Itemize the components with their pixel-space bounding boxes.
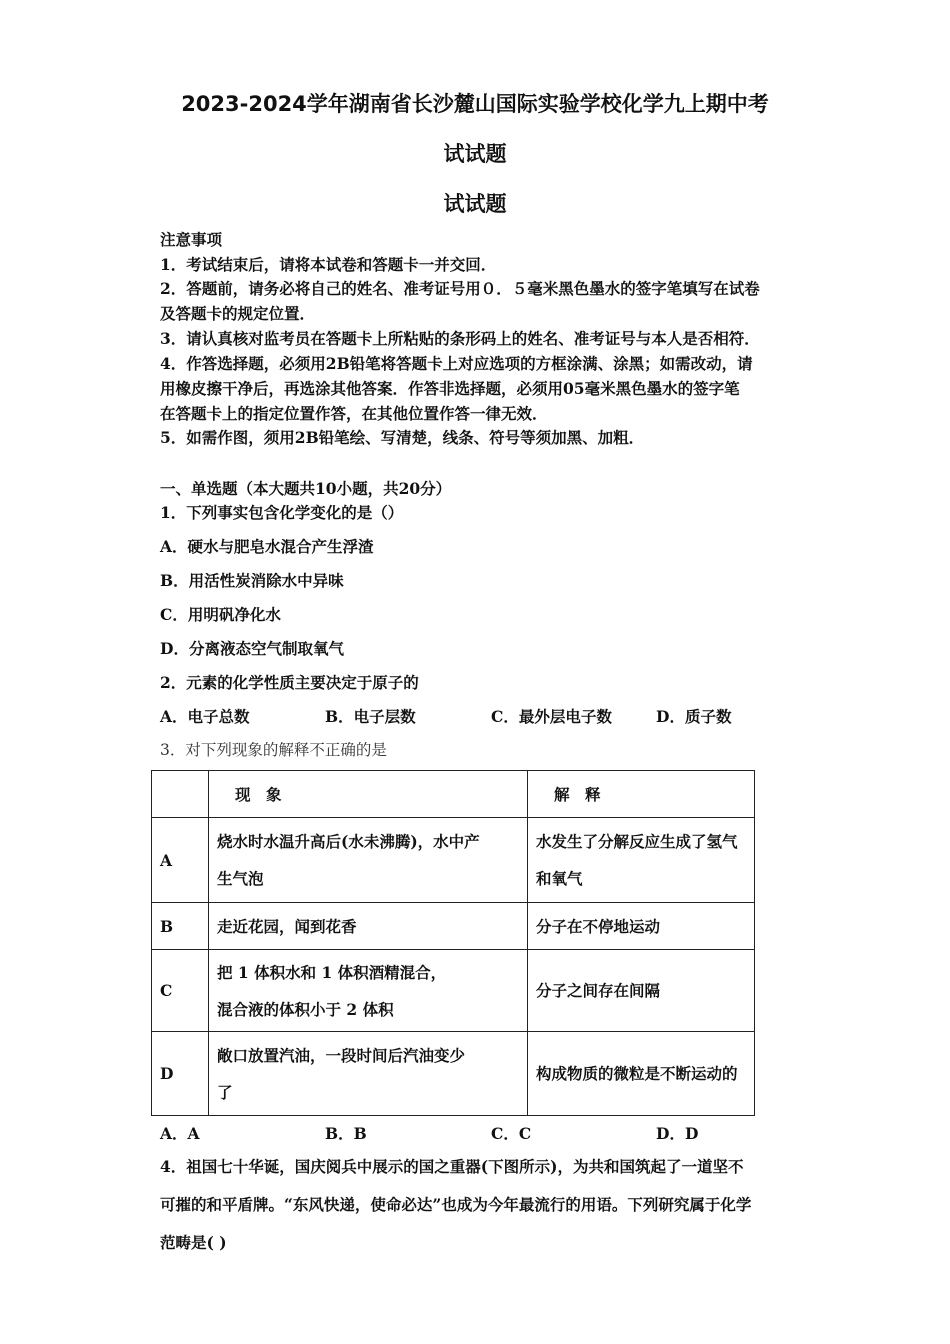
q3-row-b-phenomenon: 走近花园，闻到花香: [209, 903, 528, 950]
q3-row-a-explanation-line1: 水发生了分解反应生成了氢气: [536, 832, 738, 851]
exam-title-line2: 试试题: [443, 142, 507, 166]
notice-line-1: 1．考试结束后，请将本试卷和答题卡一并交回．: [160, 255, 497, 274]
q3-row-a-label: A: [152, 818, 209, 903]
q3-option-d: D．D: [656, 1124, 699, 1143]
q3-table-row: [152, 1032, 755, 1116]
q3-row-a-phenomenon-line1: 烧水时水温升高后(水未沸腾)，水中产: [217, 832, 480, 851]
section-heading: 一、单选题（本大题共10小题，共20分）: [160, 479, 452, 498]
notice-line-4: 3．请认真核对监考员在答题卡上所粘贴的条形码上的姓名、准考证号与本人是否相符．: [160, 329, 760, 348]
q3-header-blank: [152, 771, 209, 818]
q3-row-d-phenomenon-line2: 了: [217, 1082, 233, 1102]
q3-row-d-phenomenon: [209, 1032, 528, 1116]
q3-row-b-explanation: 分子在不停地运动: [528, 903, 755, 950]
q3-row-a-phenomenon: [209, 818, 528, 903]
q3-row-a-explanation: [528, 818, 755, 903]
q3-table-row: [152, 950, 755, 1032]
q3-row-c-phenomenon-line1: 把 1 体积水和 1 体积酒精混合，: [217, 962, 447, 982]
q3-row-a-phenomenon-line2: 生气泡: [217, 869, 264, 888]
q2-option-b: B．电子层数: [325, 707, 416, 726]
q3-header-phenomenon: 现 象: [209, 771, 528, 818]
q3-row-c-phenomenon: [209, 950, 528, 1032]
q3-row-d-explanation: 构成物质的微粒是不断运动的: [528, 1032, 755, 1116]
q2-option-d: D．质子数: [656, 707, 732, 726]
q3-row-a-explanation-line2: 和氧气: [536, 869, 583, 888]
notice-line-3: 及答题卡的规定位置．: [160, 304, 316, 323]
q3-option-a: A．A: [160, 1124, 200, 1143]
q2-stem: 2．元素的化学性质主要决定于原子的: [160, 673, 419, 692]
q3-option-c: C．C: [491, 1124, 532, 1143]
q3-row-d-label: D: [152, 1032, 209, 1116]
q3-table-row: [152, 818, 755, 903]
q4-line-3: 范畴是( ): [160, 1233, 227, 1252]
q1-option-a: A．硬水与肥皂水混合产生浮渣: [160, 537, 374, 556]
q3-table-header-row: [152, 771, 755, 818]
q3-option-b: B．B: [325, 1124, 367, 1143]
notice-line-6: 用橡皮擦干净后，再选涂其他答案．作答非选择题，必须用05毫米黑色墨水的签字笔: [160, 379, 740, 398]
exam-title-line1: 2023-2024学年湖南省长沙麓山国际实验学校化学九上期中考: [181, 92, 769, 116]
notice-line-5: 4．作答选择题，必须用2B铅笔将答题卡上对应选项的方框涂满、涂黑；如需改动，请: [160, 354, 753, 373]
q3-row-d-phenomenon-line1: 敞口放置汽油，一段时间后汽油变少: [217, 1045, 466, 1065]
q2-option-c: C．最外层电子数: [491, 707, 612, 726]
q3-row-b-label: B: [152, 903, 209, 950]
q4-line-2: 可摧的和平盾牌。“东风快递，使命必达”也成为今年最流行的用语。下列研究属于化学: [160, 1195, 752, 1214]
q2-option-a: A．电子总数: [160, 707, 250, 726]
notice-line-8: 5．如需作图，须用2B铅笔绘、写清楚，线条、符号等须加黑、加粗．: [160, 428, 645, 447]
q3-table-row: [152, 903, 755, 950]
notice-line-7: 在答题卡上的指定位置作答，在其他位置作答一律无效．: [160, 404, 548, 423]
q3-header-explanation: 解 释: [528, 771, 755, 818]
q3-row-c-label: C: [152, 950, 209, 1032]
q1-option-d: D．分离液态空气制取氧气: [160, 639, 344, 658]
q4-line-1: 4．祖国七十华诞，国庆阅兵中展示的国之重器(下图所示)，为共和国筑起了一道坚不: [160, 1157, 744, 1176]
q1-option-b: B．用活性炭消除水中异味: [160, 571, 344, 590]
q3-table: [151, 770, 755, 1116]
q3-stem: 3．对下列现象的解释不正确的是: [160, 741, 387, 759]
notice-line-2: 2．答题前，请务必将自己的姓名、准考证号用０．５毫米黑色墨水的签字笔填写在试卷: [160, 279, 760, 298]
q3-row-c-explanation: 分子之间存在间隔: [528, 950, 755, 1032]
notice-heading: 注意事项: [160, 230, 223, 249]
q3-row-c-phenomenon-line2: 混合液的体积小于 2 体积: [217, 999, 394, 1019]
q1-stem: 1．下列事实包含化学变化的是（）: [160, 503, 404, 522]
q1-option-c: C．用明矾净化水: [160, 605, 281, 624]
exam-title-line3: 试试题: [443, 192, 507, 216]
